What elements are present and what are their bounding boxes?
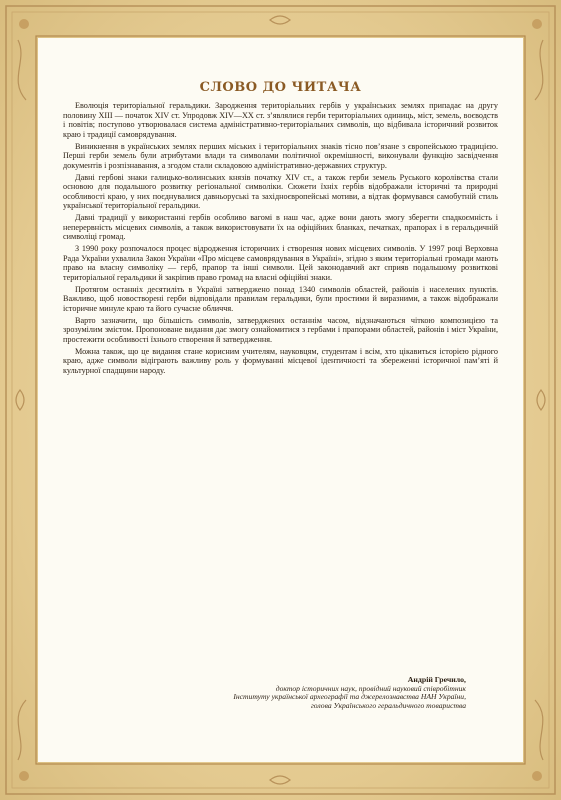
- paragraph: Виникнення в українських землях перших міських і територіальних знаків тісно пов’язане з європейською традицією. Перші герби земель були атрибутами влади та символами політичної окремішності, виконували функцію засвідчення документів і розпізнавання, а згодом стали складовою адміністративно-державних структур.: [63, 141, 498, 170]
- paragraph: Давні традиції у використанні гербів особливо вагомі в наш час, адже вони дають змогу зберегти спадкоємність і неперервність місцевих символів, а також використовувати їх на офіційних бланках, печатках, прапорах і в геральдичній символіці громад.: [63, 213, 498, 242]
- paragraph: Протягом останніх десятиліть в Україні затверджено понад 1340 символів областей, районів і населених пунктів. Важливо, щоб новостворені герби відповідали правилам геральдики, були простими й виразними, а також відображали історичне минуле краю та його сучасне обличчя.: [63, 284, 498, 313]
- author-signature: [230, 676, 466, 710]
- author-title-line: доктор історичних наук, провідний науковий співробітник: [275, 683, 466, 693]
- page-title: СЛОВО ДО ЧИТАЧА: [199, 80, 362, 95]
- paragraph: Можна також, що це видання стане корисним учителям, науковцям, студентам і всім, хто цікавиться історією рідного краю, адже символи відіграють важливу роль у формуванні місцевої ідентичності та збереженні історичної пам’яті й культурної спадщини народу.: [63, 346, 498, 375]
- article-body: [63, 101, 498, 378]
- paragraph: Еволюція територіальної геральдики. Зародження територіальних гербів у українських землях припадає на другу половину XIII — початок XIV ст. Упродовж XIV—XX ст. з’являлися герби територіальних одиниць, міст, земель, воєводств і повітів; поступово утворювалася система адміністративно-територіальних символів, що відбивала історичний розвиток краю і традиції самоврядування.: [63, 101, 498, 139]
- author-name: Андрій Гречило,: [407, 675, 466, 684]
- paragraph: З 1990 року розпочалося процес відродження історичних і створення нових місцевих символів. У 1997 році Верховна Рада України ухвалила Закон України «Про місцеве самоврядування в Україні», згідно з яким територіальні громади мають право на власну символіку — герб, прапор та інші символи. Цей законодавчий акт сприяв подальшому розвиткові територіальної геральдики й закріпив право громад на власні офіційні знаки.: [63, 244, 498, 282]
- author-society-line: голова Українського геральдичного товариства: [310, 700, 466, 710]
- paragraph: Давні гербові знаки галицько-волинських князів початку XIV ст., а також герби земель Руського королівства стали основою для подальшого розвитку регіональної символіки. Сюжети їхніх гербів відображали історичні та природні особливості краю, у них поєднувалися давньоруські та західноєвропейські мотиви, а відтак формувався самобутній стиль української територіальної геральдики.: [63, 172, 498, 211]
- paragraph: Варто зазначити, що більшість символів, затверджених останнім часом, відзначаються чіткою композицією та зрозумілим змістом. Пропоноване видання дає змогу ознайомитися з гербами і прапорами областей, районів і міст України, простежити особливості їхнього створення й затвердження.: [63, 315, 498, 344]
- author-institute-line: Інституту української археографії та джерелознавства НАН України,: [233, 692, 466, 702]
